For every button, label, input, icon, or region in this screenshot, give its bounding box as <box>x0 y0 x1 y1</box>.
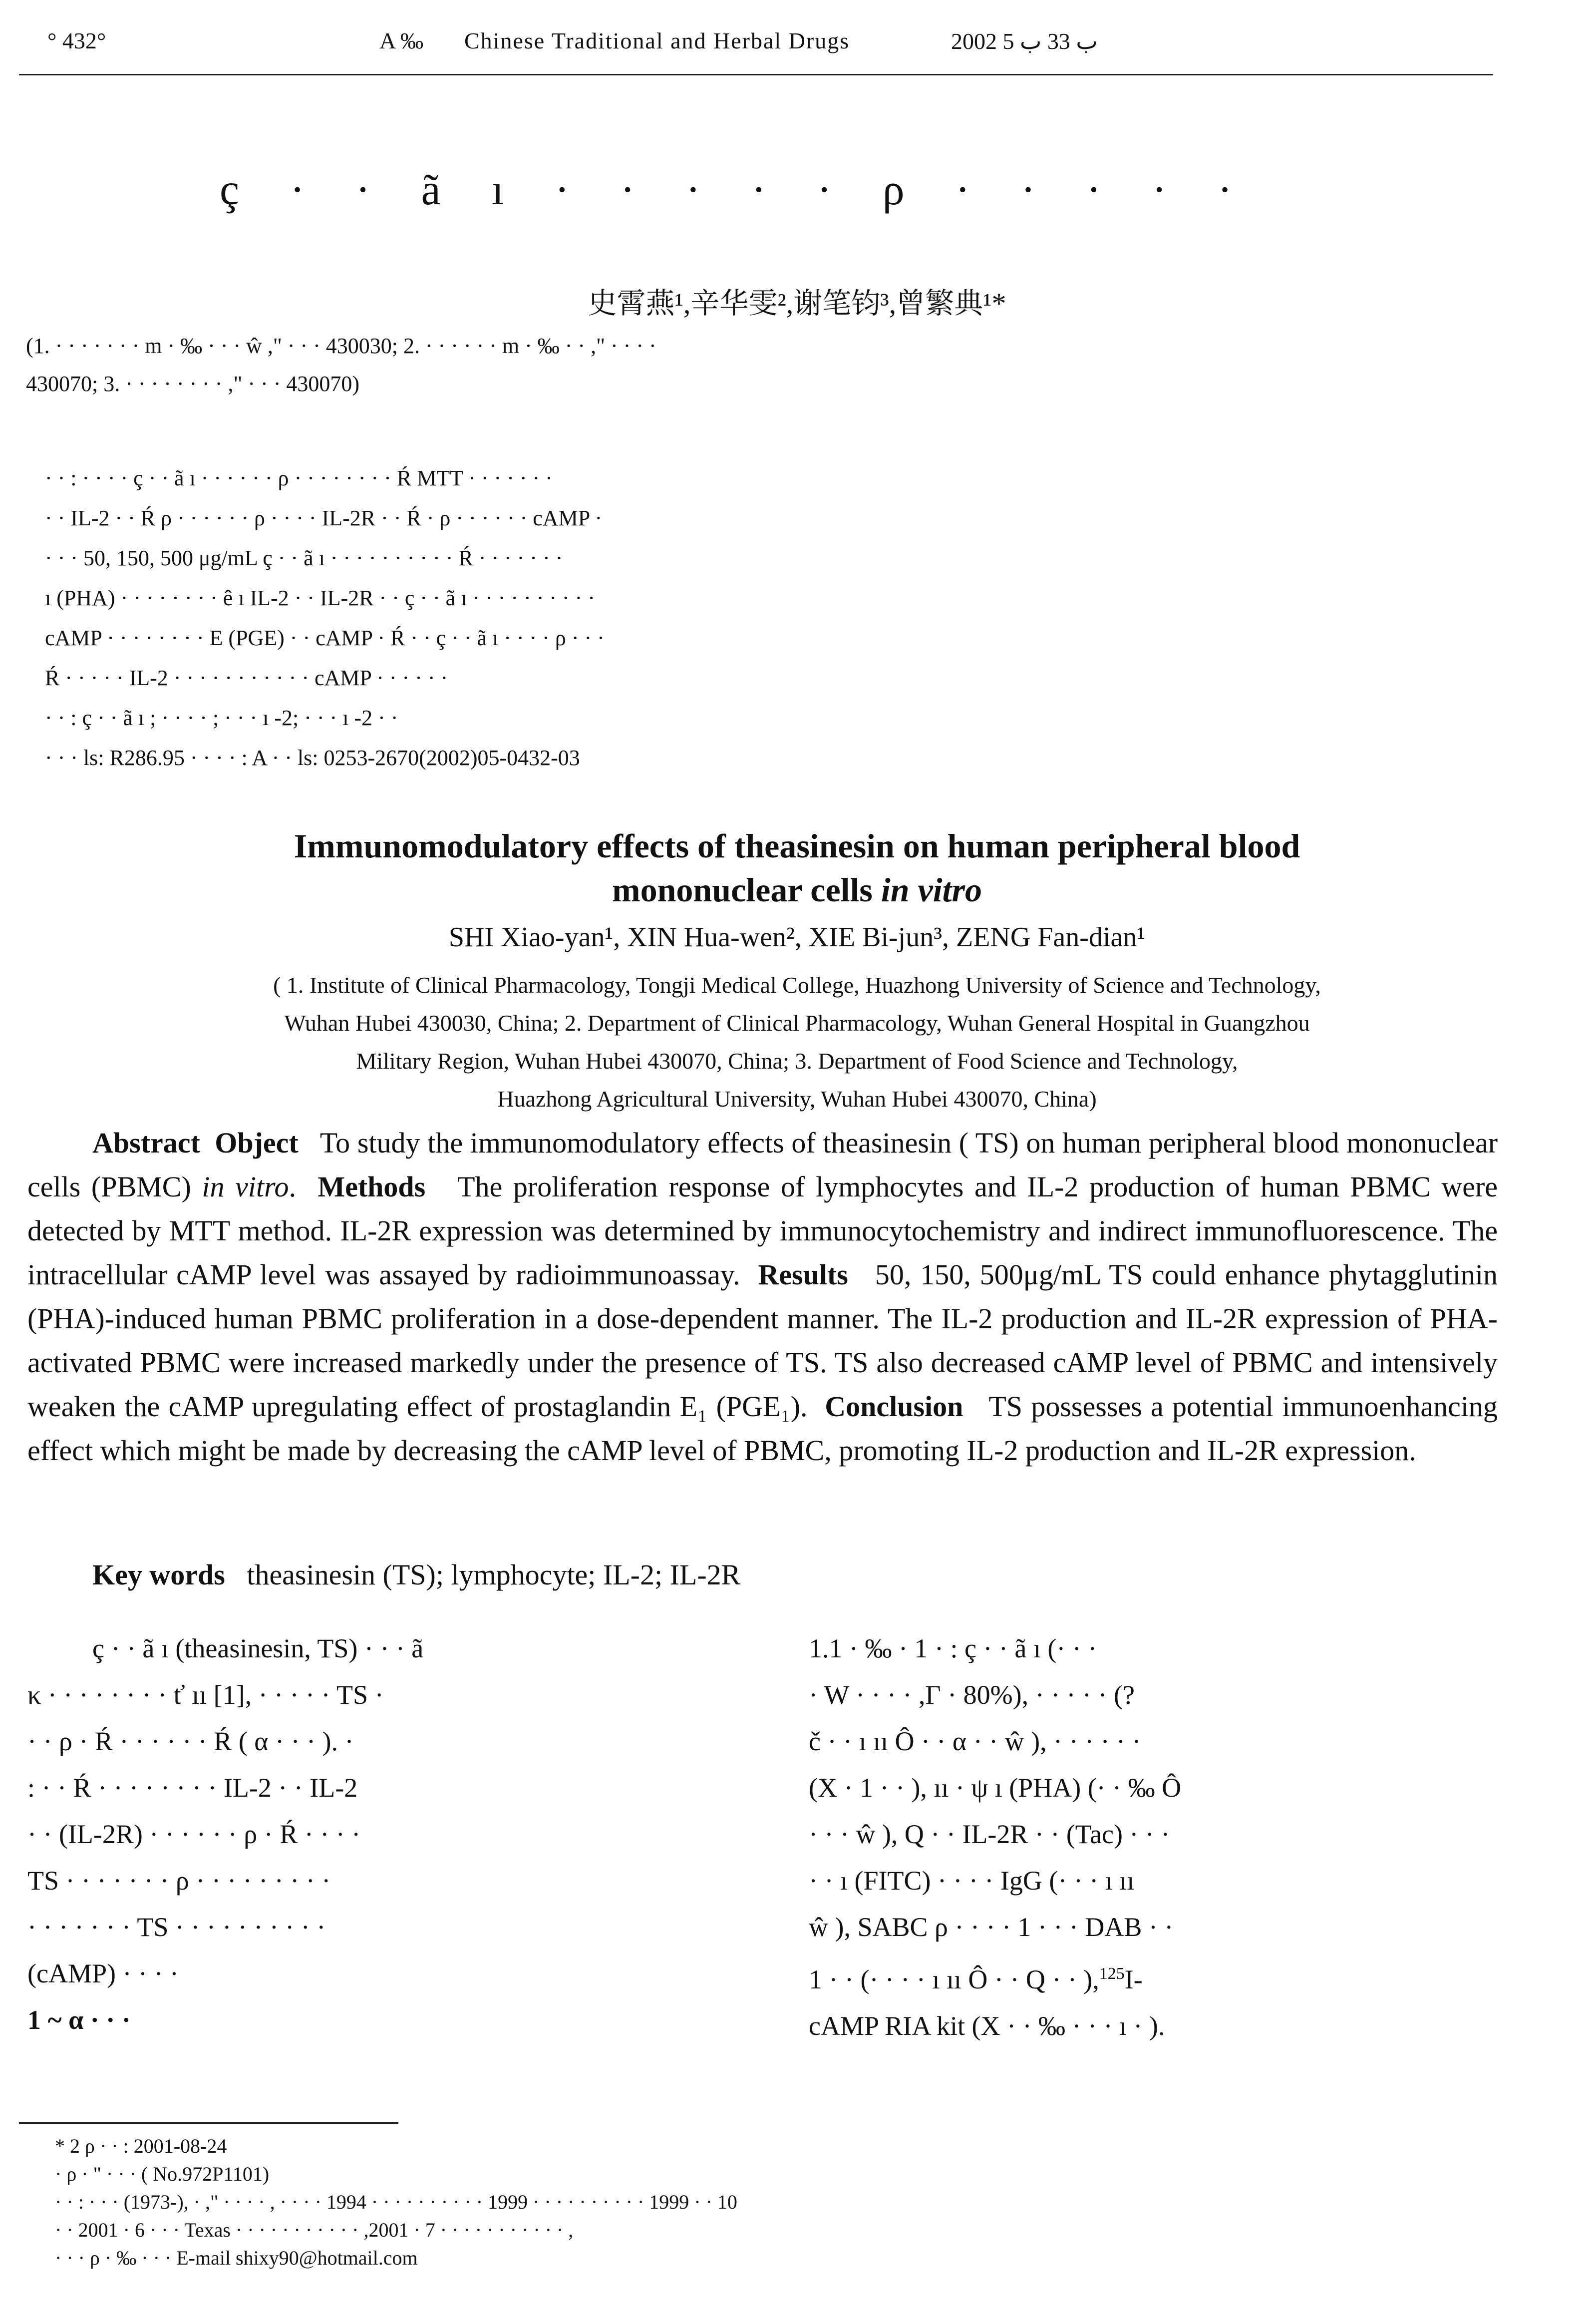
en-title-line: Immunomodulatory effects of theasinesin on human peripheral blood <box>294 827 1300 865</box>
body-left-column <box>27 1625 751 2043</box>
body-line-tail: I- <box>1124 1964 1143 1994</box>
cn-abstract-line: · · : · · · · ç · · ã ı · · · · · · ρ · · · · · · · · Ŕ MTT · · · · · · · <box>45 466 553 490</box>
cn-affiliation-line: 430070; 3. · · · · · · · · ," · · · 430070) <box>26 372 360 396</box>
en-affiliation-line: Wuhan Hubei 430030, China; 2. Department of Clinical Pharmacology, Wuhan General Hospital in Guangzhou <box>284 1010 1310 1036</box>
cn-keywords-line: · · : ç · · ã ı ; · · · · ; · · · ı -2; · · · ı -2 · · <box>45 706 398 730</box>
conclusion-label: Conclusion <box>825 1390 963 1423</box>
cn-abstract <box>45 458 1493 778</box>
section-heading: 1 ~ α · · · <box>27 2005 131 2035</box>
body-right-column <box>809 1625 1543 2049</box>
body-line: (cAMP) · · · · <box>27 1958 179 1988</box>
en-title <box>0 824 1594 912</box>
cn-authors: 史霄燕¹,辛华雯²,谢笔钧³,曾繁典¹* <box>588 287 1006 320</box>
cn-affiliation <box>26 327 1514 403</box>
body-line: · · · ŵ ), Q · · IL-2R · · (Tac) · · · <box>809 1819 1170 1849</box>
conclusion-text: TS possesses a potential immunoenhancing effect which might be made by decreasing the cAMP level of PBMC, promoting IL-2 production and IL-2R expression. <box>27 1390 1498 1467</box>
journal-issue: 2002 ب 33 ب 5 <box>951 28 1098 54</box>
isotope-superscript: 125 <box>1099 1964 1125 1983</box>
body-line: (X · 1 · · ), ıı · ψ ı (PHA) (· · ‰ Ô <box>809 1773 1182 1803</box>
en-affiliation <box>0 966 1594 1118</box>
methods-text: The proliferation response of lymphocytes and IL-2 production of human PBMC were detected by MTT method. IL-2R expression was determined by immunocytochemistry and indirect immunofluorescence. The intracellular cAMP level was assayed by radioimmunoassay. <box>27 1170 1498 1291</box>
cn-affiliation-line: (1. · · · · · · · m · ‰ · · · ŵ ," · · · 430030; 2. · · · · · · m · ‰ · · ," · · · · <box>26 334 656 358</box>
body-line: cAMP RIA kit (X · · ‰ · · · ı · ). <box>809 2011 1165 2041</box>
methods-label: Methods <box>318 1170 426 1203</box>
body-line: · W · · · · ,Γ · 80%), · · · · · (? <box>809 1680 1135 1710</box>
en-title-line-text: mononuclear cells <box>612 871 881 909</box>
cn-abstract-line: Ŕ · · · · · IL-2 · · · · · · · · · · · cAMP · · · · · · <box>45 666 448 690</box>
body-line: · · ρ · Ŕ · · · · · · Ŕ ( α · · · ). · <box>27 1726 354 1756</box>
footnote-line: · · 2001 · 6 · · · Texas · · · · · · · · · · · ,2001 · 7 · · · · · · · · · · · , <box>55 2219 574 2241</box>
body-line: · · (IL-2R) · · · · · · ρ · Ŕ · · · · <box>27 1819 361 1849</box>
en-title-line <box>0 868 1594 912</box>
journal-title-cn: A ‰ <box>379 28 424 53</box>
cn-abstract-line: cAMP · · · · · · · · E (PGE) · · cAMP · Ŕ · · ç · · ã ı · · · · ρ · · · <box>45 626 605 650</box>
body-line: č · · ı ıı Ô · · α · · ŵ ), · · · · · · <box>809 1726 1141 1756</box>
en-abstract: Abstract Object To study the immunomodulatory effects of theasinesin ( TS) on human peripheral blood mononuclear cells (PBMC) in vitro. Methods The proliferation response of lymphocytes and IL-2 production of human PBMC were detected by MTT method. IL-2R expression was determined by immunocytochemistry and indirect immunofluorescence. The intracellular cAMP level was assayed by radioimmunoassay. Results 50, 150, 500μg/mL TS could enhance phytagglutinin (PHA)-induced human PBMC proliferation in a dose-dependent manner. The IL-2 production and IL-2R expression of PHA-activated PBMC were increased markedly under the presence of TS. TS also decreased cAMP level of PBMC and intensively weaken the cAMP upregulating effect of prostaglandin E₁ (PGE₁). Conclusion TS possesses a potential immunoenhancing effect which might be made by decreasing the cAMP level of PBMC, promoting IL-2 production and IL-2R expression. <box>27 1127 1498 1467</box>
cn-abstract-line: · · IL-2 · · Ŕ ρ · · · · · · ρ · · · · IL-2R · · Ŕ · ρ · · · · · · cAMP · <box>45 506 603 530</box>
body-line: 1.1 · ‰ · 1 · : ç · · ã ı (· · · <box>809 1633 1097 1663</box>
body-line: · · ı (FITC) · · · · IgG (· · · ı ıı <box>809 1866 1135 1896</box>
body-line-text: 1 · · (· · · · ı ıı Ô · · Q · · ), <box>809 1964 1099 1994</box>
object-text: To study the immunomodulatory effects of theasinesin ( TS) on human peripheral blood mononuclear cells (PBMC) <box>27 1127 1498 1203</box>
cn-title: ç · · ã ı · · · · · ρ · · · · · <box>220 166 1253 214</box>
keywords <box>92 1558 740 1591</box>
header-rule <box>19 74 1493 75</box>
en-affiliation-line: ( 1. Institute of Clinical Pharmacology, Tongji Medical College, Huazhong University of Science and Technology, <box>273 972 1321 998</box>
journal-title-en: Chinese Traditional and Herbal Drugs <box>464 28 850 53</box>
body-line: TS · · · · · · · ρ · · · · · · · · · <box>27 1866 331 1896</box>
body-line <box>809 1950 1543 2003</box>
keywords-text: theasinesin (TS); lymphocyte; IL-2; IL-2R <box>247 1558 741 1591</box>
results-label: Results <box>758 1258 848 1291</box>
footnote-line: · · : · · · (1973-), · ," · · · · , · · · · 1994 · · · · · · · · · · 1999 · · · · · · · · · · 1999 · · 10 <box>55 2191 737 2213</box>
object-italic: in vitro <box>202 1170 289 1203</box>
footnote-line: · · · ρ · ‰ · · · E-mail shixy90@hotmail.com <box>55 2247 418 2269</box>
object-label: Object <box>215 1127 299 1159</box>
body-line: · · · · · · · TS · · · · · · · · · · <box>27 1912 326 1942</box>
en-title-italic: in vitro <box>881 871 982 909</box>
en-authors: SHI Xiao-yan¹, XIN Hua-wen², XIE Bi-jun³, ZENG Fan-dian¹ <box>448 922 1146 953</box>
cn-abstract-line: · · · 50, 150, 500 μg/mL ç · · ã ı · · · · · · · · · · Ŕ · · · · · · · <box>45 546 563 570</box>
keywords-label: Key words <box>92 1558 225 1591</box>
cn-abstract-line: ı (PHA) · · · · · · · · ê ı IL-2 · · IL-2R · · ç · · ã ı · · · · · · · · · · <box>45 586 595 610</box>
footnote-rule <box>19 2122 398 2124</box>
abstract-label: Abstract <box>92 1127 200 1159</box>
footnotes <box>55 2132 1503 2272</box>
en-affiliation-line: Huazhong Agricultural University, Wuhan Hubei 430070, China) <box>497 1086 1097 1112</box>
body-line: ŵ ), SABC ρ · · · · 1 · · · DAB · · <box>809 1912 1174 1942</box>
footnote-line: * 2 ρ · · : 2001-08-24 <box>55 2135 227 2157</box>
body-line: : · · Ŕ · · · · · · · · IL-2 · · IL-2 <box>27 1773 358 1803</box>
en-affiliation-line: Military Region, Wuhan Hubei 430070, China; 3. Department of Food Science and Technology, <box>356 1048 1238 1074</box>
body-line: ç · · ã ı (theasinesin, TS) · · · ã <box>92 1633 424 1663</box>
page-number: ° 432° <box>47 28 106 53</box>
footnote-line: · ρ · " · · · ( No.972P1101) <box>55 2163 270 2185</box>
results-text: 50, 150, 500μg/mL TS could enhance phytagglutinin (PHA)-induced human PBMC proliferation in a dose-dependent manner. The IL-2 production and IL-2R expression of PHA-activated PBMC were increased markedly under the presence of TS. TS also decreased cAMP level of PBMC and intensively weaken the cAMP upregulating effect of prostaglandin E₁ (PGE₁). <box>27 1258 1498 1423</box>
body-line: κ · · · · · · · · ť ıı [1], · · · · · TS · <box>27 1680 384 1710</box>
cn-classification-line: · · · ls: R286.95 · · · · : A · · ls: 0253-2670(2002)05-0432-03 <box>45 746 580 770</box>
